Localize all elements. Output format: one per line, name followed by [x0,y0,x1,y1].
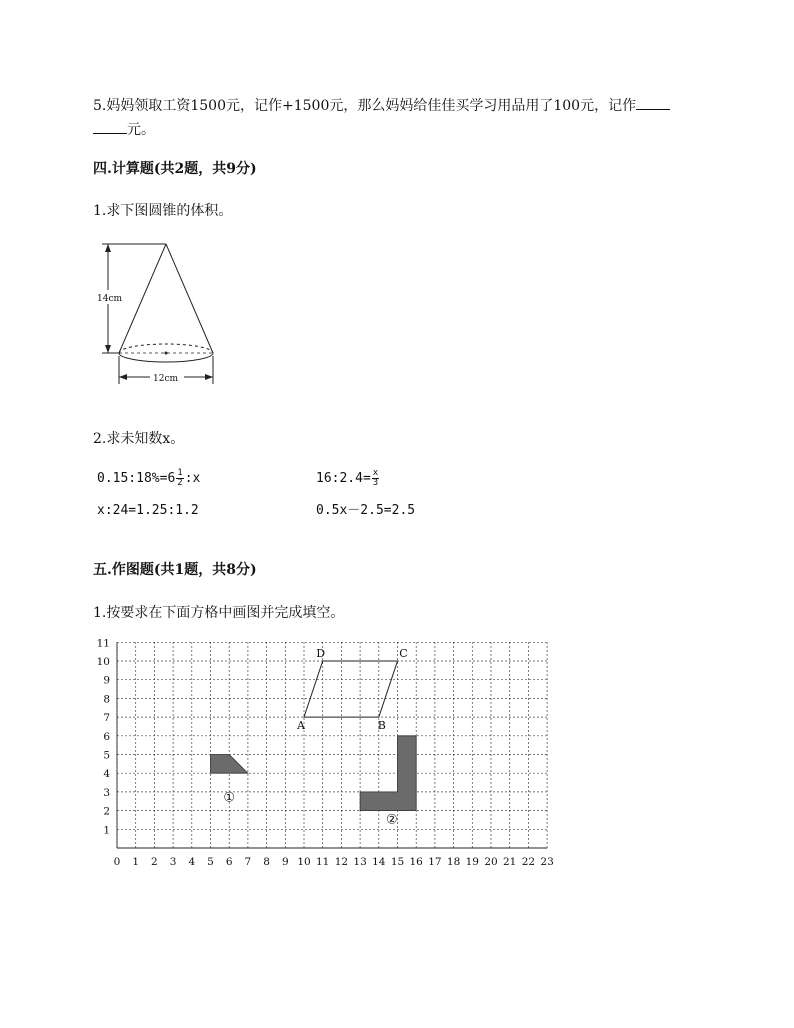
section-4-heading: 四.计算题(共2题，共9分) [93,161,257,177]
coordinate-grid[interactable] [92,636,554,876]
y-tick-label: 3 [103,786,110,799]
question-5-line2 [93,119,155,139]
vertex-label-d: D [316,647,326,660]
equation-4: 0.5x－2.5=2.5 [316,503,416,518]
x-tick-label: 16 [409,856,423,868]
equation-1-right: :x [184,471,201,486]
calc-question-1: 1.求下图圆锥的体积。 [93,203,233,219]
fraction-numerator: 1 [177,468,183,478]
equation-1-left: 0.15:18%=6 [97,471,176,486]
drawing-question-1: 1.按要求在下面方格中画图并完成填空。 [93,605,345,621]
cone-diameter-label: 12cm [153,374,179,384]
x-tick-label: 1 [132,856,140,868]
y-tick-label: 11 [96,637,110,650]
fraction-x-over-3 [372,469,379,488]
x-tick-label: 7 [244,856,252,868]
vertex-label-b: B [377,719,386,733]
x-tick-label: 3 [169,856,177,868]
y-tick-label: 4 [103,768,110,781]
shape-2-label: ② [386,812,398,828]
cone-figure [92,238,232,388]
y-tick-label: 6 [103,730,110,743]
answer-blank-continued[interactable] [93,119,127,134]
fraction-denominator: 2 [177,478,183,488]
equation-2 [316,466,380,492]
question-5-text: 5.妈妈领取工资1500元，记作+1500元，那么妈妈给佳佳买学习用品用了100元，记作 [93,98,637,114]
y-tick-label: 10 [96,656,110,668]
cone-height-label: 14cm [97,294,123,304]
y-tick-label: 8 [103,693,110,706]
x-tick-label: 22 [521,856,536,868]
x-tick-label: 14 [372,856,386,868]
equation-1 [97,466,200,492]
x-tick-label: 0 [113,856,121,868]
x-tick-label: 9 [281,856,289,868]
shape-1-label: ① [223,790,236,806]
fraction-denominator: 3 [372,478,379,488]
x-tick-label: 11 [316,856,330,868]
x-tick-label: 12 [334,856,349,868]
calc-question-2: 2.求未知数x。 [93,431,185,447]
shape-1 [211,755,248,774]
equation-2-left: 16:2.4= [316,471,371,486]
x-tick-label: 15 [390,856,405,868]
x-tick-label: 18 [446,856,461,868]
question-5-suffix: 元。 [127,122,155,138]
x-tick-label: 19 [465,856,479,868]
x-tick-label: 8 [263,856,270,868]
question-5-line1 [93,95,670,115]
parallelogram-abcd [304,661,398,717]
y-tick-label: 9 [103,674,110,687]
section-5-heading: 五.作图题(共1题，共8分) [93,562,257,578]
vertex-label-a: A [297,719,305,733]
shape-2 [360,736,416,811]
x-tick-label: 10 [297,856,311,868]
y-tick-label: 5 [103,749,110,762]
y-tick-label: 1 [103,824,110,837]
x-tick-label: 6 [225,856,233,868]
x-tick-label: 20 [484,856,498,868]
vertex-label-c: C [399,647,408,660]
x-tick-label: 5 [207,856,214,868]
y-tick-label: 7 [103,712,110,725]
x-tick-label: 4 [188,856,196,868]
x-tick-label: 21 [503,856,517,868]
fraction-one-half [176,469,183,488]
x-tick-label: 23 [540,856,554,868]
fraction-numerator: x [372,468,379,478]
y-tick-label: 2 [103,805,110,818]
equation-3: x:24=1.25:1.2 [97,503,199,518]
x-tick-label: 2 [151,856,158,868]
x-tick-label: 13 [353,856,367,868]
x-tick-label: 17 [428,856,442,868]
answer-blank[interactable] [636,95,670,110]
